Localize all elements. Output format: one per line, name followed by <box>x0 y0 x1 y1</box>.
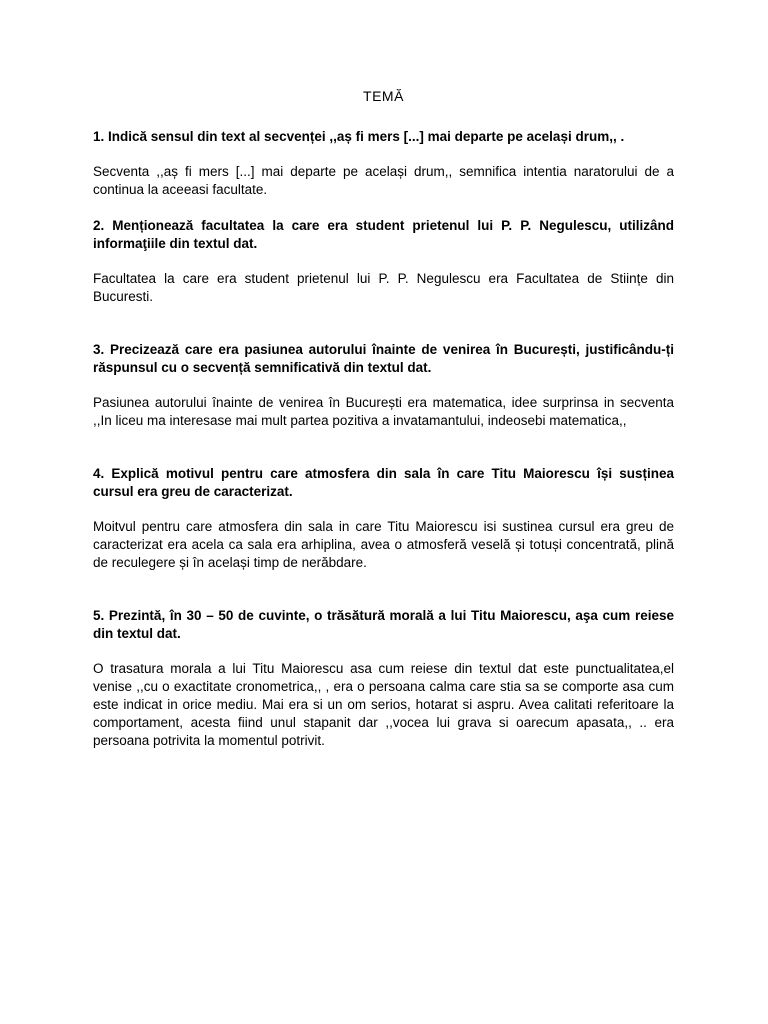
question-block-2 <box>93 217 674 306</box>
question-1: 1. Indică sensul din text al secvenței ,,aș fi mers [...] mai departe pe același drum,, . <box>93 129 625 144</box>
question-block-4 <box>93 465 674 572</box>
answer-3: Pasiunea autorului înainte de venirea în București era matematica, idee surprinsa in secventa ,,In liceu ma interesase mai mult partea pozitiva a invatamantului, indeosebi matematica,, <box>93 395 674 428</box>
page-title: TEMĂ <box>363 88 404 104</box>
document-content <box>93 86 674 750</box>
question-2: 2. Menționează facultatea la care era student prietenul lui P. P. Negulescu, utilizând informaţiile din textul dat. <box>93 218 674 251</box>
question-block-5 <box>93 607 674 750</box>
question-3: 3. Precizează care era pasiunea autorului înainte de venirea în București, justificându-ți răspunsul cu o secvență semnificativă din textul dat. <box>93 342 674 375</box>
question-block-1 <box>93 128 674 199</box>
answer-2: Facultatea la care era student prietenul lui P. P. Negulescu era Facultatea de Stiințe din Bucuresti. <box>93 271 674 304</box>
question-block-3 <box>93 341 674 430</box>
question-4: 4. Explică motivul pentru care atmosfera din sala în care Titu Maiorescu își susținea cursul era greu de caracterizat. <box>93 466 674 499</box>
answer-4: Moitvul pentru care atmosfera din sala in care Titu Maiorescu isi sustinea cursul era greu de caracterizat era acela ca sala era arhiplina, avea o atmosferă veselă și totuși concentrată, plină de reculegere și în același timp de nerăbdare. <box>93 519 674 570</box>
answer-1: Secventa ,,aș fi mers [...] mai departe pe același drum,, semnifica intentia naratorului de a continua la aceeasi facultate. <box>93 164 674 197</box>
answer-5: O trasatura morala a lui Titu Maiorescu asa cum reiese din textul dat este punctualitatea,el venise ,,cu o exactitate cronometrica,, , era o persoana calma care stia sa se comporte asa cum este indicat in orice mediu. Mai era si un om serios, hotarat si aspru. Avea calitati referitoare la comportament, acesta fiind unul stapanit dar ,,vocea lui grava si oarecum apasata,, .. era persoana potrivita la momentul potrivit. <box>93 661 674 748</box>
question-5: 5. Prezintă, în 30 – 50 de cuvinte, o trăsătură morală a lui Titu Maiorescu, aşa cum reiese din textul dat. <box>93 608 674 641</box>
